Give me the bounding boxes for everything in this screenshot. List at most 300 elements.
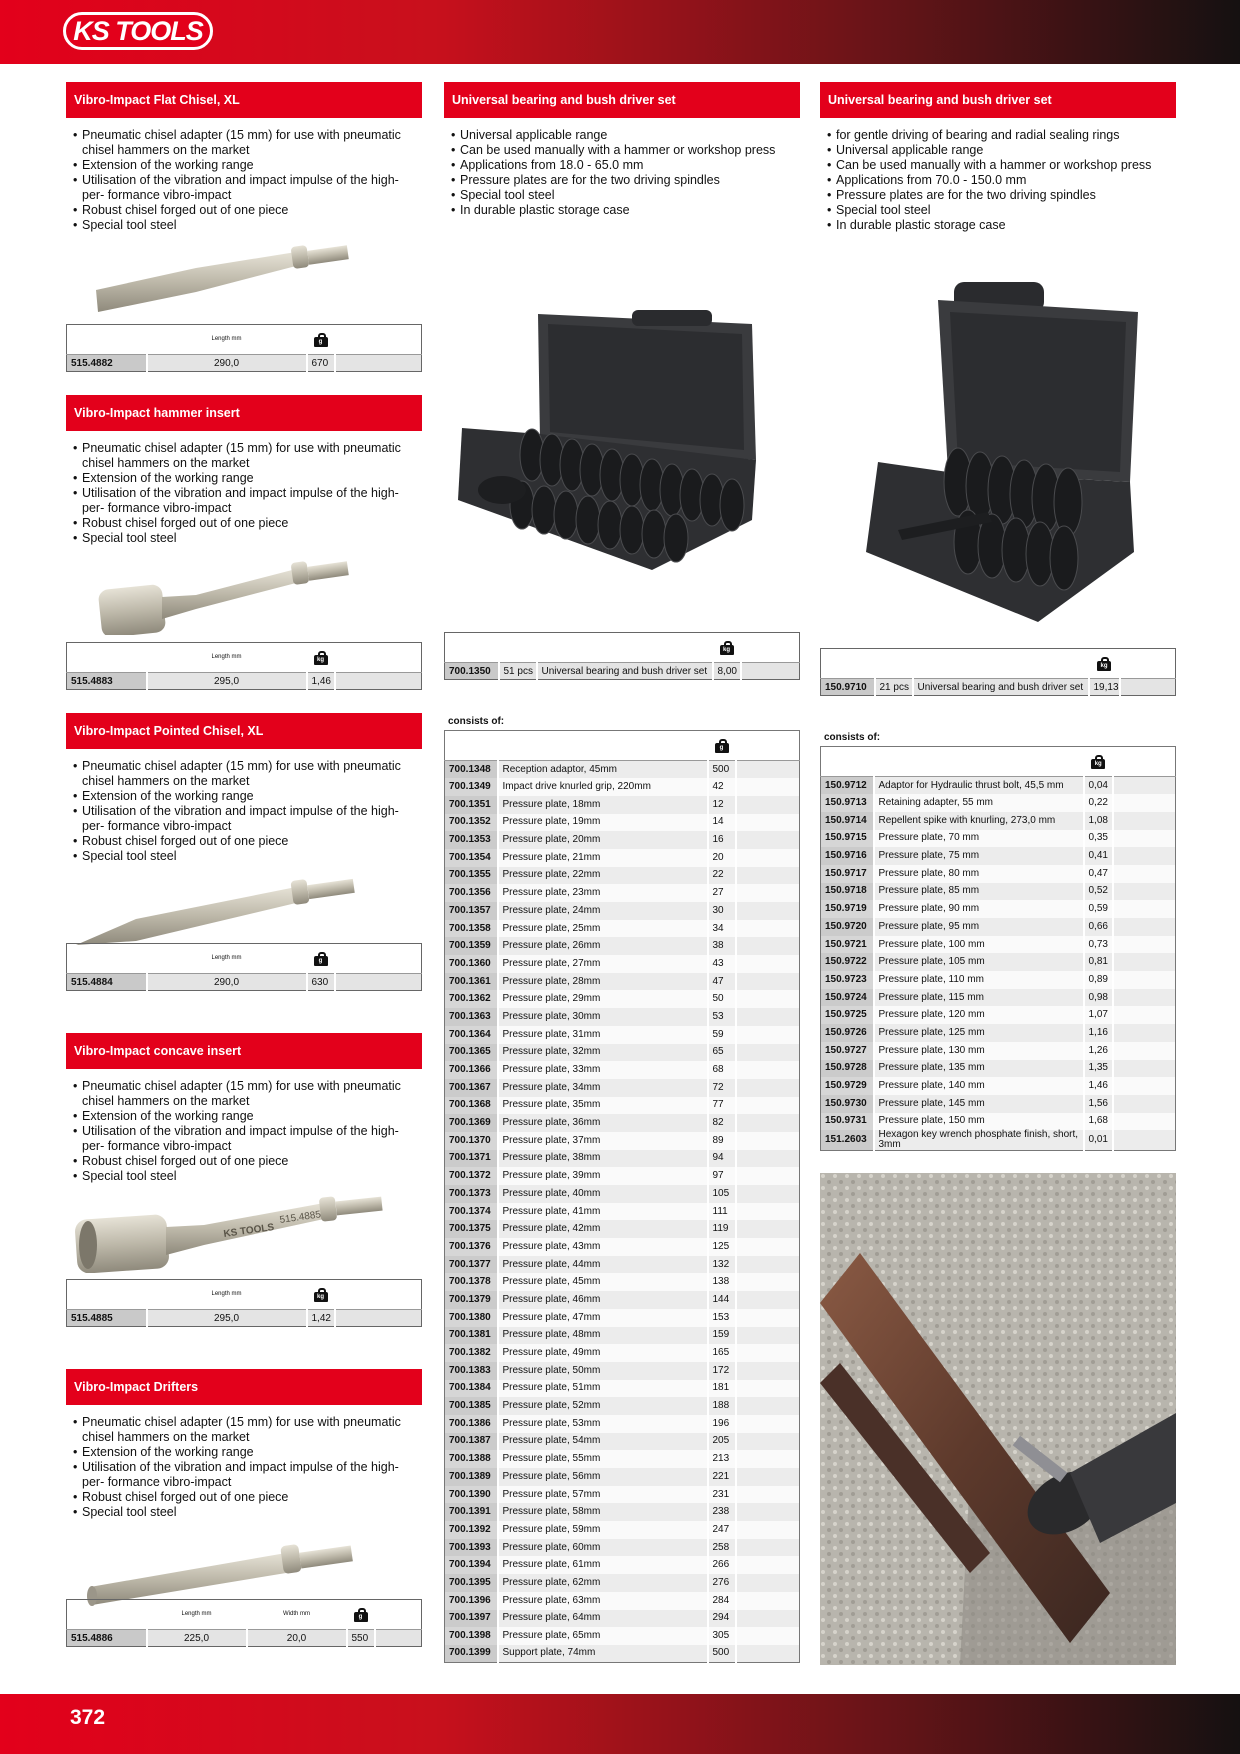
weight-value: 1,42: [307, 1310, 335, 1327]
weight-value: 12: [708, 796, 736, 814]
article-number: 515.4886: [67, 1630, 147, 1647]
empty-cell: [736, 1362, 800, 1380]
feature-item: • Robust chisel forged out of one piece: [72, 1490, 416, 1505]
weight-value: 43: [708, 955, 736, 973]
article-number: 150.9715: [821, 830, 874, 848]
table-row: [821, 812, 1176, 830]
empty-cell: [736, 814, 800, 832]
feature-item: • Robust chisel forged out of one piece: [72, 203, 416, 218]
empty-cell: [1113, 989, 1176, 1007]
table-row: [445, 1114, 800, 1132]
table-row: [445, 1061, 800, 1079]
product-section-concave-insert: [66, 1033, 422, 1324]
table-row: [445, 1556, 800, 1574]
article-number: 700.1382: [445, 1344, 498, 1362]
weight-value: 1,35: [1084, 1060, 1113, 1078]
spec-table: [66, 642, 422, 690]
item-description: Pressure plate, 49mm: [498, 1344, 708, 1362]
article-number: 700.1359: [445, 937, 498, 955]
article-number: 700.1353: [445, 831, 498, 849]
storage-case-image: [858, 282, 1148, 642]
weight-value: 89: [708, 1132, 736, 1150]
empty-cell: [1113, 830, 1176, 848]
weight-value: 1,46: [307, 673, 335, 690]
item-description: Pressure plate, 54mm: [498, 1433, 708, 1451]
empty-cell: [1113, 1077, 1176, 1095]
article-number: 150.9720: [821, 918, 874, 936]
table-row: [821, 900, 1176, 918]
weight-value: 68: [708, 1061, 736, 1079]
feature-item: • Pneumatic chisel adapter (15 mm) for use with pneumatic chisel hammers on the market: [72, 759, 416, 789]
empty-cell: [736, 1185, 800, 1203]
item-description: Pressure plate, 32mm: [498, 1044, 708, 1062]
empty-cell: [736, 1114, 800, 1132]
feature-item: • Extension of the working range: [72, 471, 416, 486]
article-number: 700.1364: [445, 1026, 498, 1044]
feature-list: [66, 1069, 422, 1184]
weight-value: 1,16: [1084, 1024, 1113, 1042]
set-product-table: [444, 632, 800, 680]
article-number: 700.1357: [445, 902, 498, 920]
item-description: Pressure plate, 63mm: [498, 1592, 708, 1610]
empty-cell: [736, 1026, 800, 1044]
empty-cell: [736, 1167, 800, 1185]
weight-value: 205: [708, 1433, 736, 1451]
weight-header: [347, 1600, 375, 1630]
item-description: Pressure plate, 105 mm: [874, 953, 1084, 971]
weight-value: 1,26: [1084, 1042, 1113, 1060]
article-number: 700.1398: [445, 1627, 498, 1645]
article-number: 700.1350: [445, 663, 499, 680]
item-description: Pressure plate, 70 mm: [874, 830, 1084, 848]
table-row: [445, 1150, 800, 1168]
product-section-pointed-chisel: [66, 713, 422, 988]
article-number: 515.4883: [67, 673, 147, 690]
feature-item: • Special tool steel: [72, 218, 416, 233]
piece-count: 51 pcs: [499, 663, 537, 680]
item-description: Pressure plate, 57mm: [498, 1486, 708, 1504]
feature-item: • Robust chisel forged out of one piece: [72, 834, 416, 849]
article-number: 700.1358: [445, 920, 498, 938]
section-title: Universal bearing and bush driver set: [820, 82, 1176, 118]
table-row: [67, 355, 422, 372]
page-number: 372: [70, 1706, 106, 1729]
table-row: [821, 1060, 1176, 1078]
weight-value: 111: [708, 1203, 736, 1221]
table-row: [67, 1630, 422, 1647]
length-header: Length mm: [147, 1280, 307, 1310]
table-row: [445, 1344, 800, 1362]
length-value: 295,0: [147, 673, 307, 690]
weight-value: 1,07: [1084, 1006, 1113, 1024]
article-number: 150.9718: [821, 883, 874, 901]
empty-cell: [736, 955, 800, 973]
item-description: Pressure plate, 29mm: [498, 990, 708, 1008]
table-row: [445, 1309, 800, 1327]
empty-cell: [736, 1556, 800, 1574]
empty-cell: [736, 1503, 800, 1521]
item-description: Hexagon key wrench phosphate finish, short, 3mm: [874, 1130, 1084, 1151]
item-description: Pressure plate, 59mm: [498, 1521, 708, 1539]
table-row: [821, 777, 1176, 795]
article-number: 700.1383: [445, 1362, 498, 1380]
table-row: [821, 1113, 1176, 1131]
weight-value: 276: [708, 1574, 736, 1592]
empty-cell: [736, 1238, 800, 1256]
article-number: 700.1365: [445, 1044, 498, 1062]
table-row: [445, 920, 800, 938]
article-number: 700.1367: [445, 1079, 498, 1097]
section-title: Vibro-Impact Drifters: [66, 1369, 422, 1405]
weight-value: 500: [708, 761, 736, 779]
table-row: [445, 796, 800, 814]
item-description: Pressure plate, 20mm: [498, 831, 708, 849]
article-number: 150.9713: [821, 794, 874, 812]
table-row: [821, 847, 1176, 865]
item-description: Pressure plate, 55mm: [498, 1450, 708, 1468]
article-number: 150.9714: [821, 812, 874, 830]
table-row: [445, 1468, 800, 1486]
empty-cell: [736, 1273, 800, 1291]
weight-value: 550: [347, 1630, 375, 1647]
table-row: [821, 883, 1176, 901]
empty-cell: [736, 778, 800, 796]
empty-cell: [1113, 1042, 1176, 1060]
feature-item: • In durable plastic storage case: [450, 203, 794, 218]
feature-list: [66, 431, 422, 546]
weight-value: 22: [708, 867, 736, 885]
article-number: 150.9730: [821, 1095, 874, 1113]
item-description: Pressure plate, 95 mm: [874, 918, 1084, 936]
length-value: 290,0: [147, 355, 307, 372]
weight-value: 630: [307, 974, 335, 991]
section-title: Universal bearing and bush driver set: [444, 82, 800, 118]
empty-cell: [736, 1450, 800, 1468]
table-row: [821, 1042, 1176, 1060]
drifter-image: [86, 1519, 406, 1609]
weight-value: 0,04: [1084, 777, 1113, 795]
item-description: Pressure plate, 110 mm: [874, 971, 1084, 989]
article-number: 700.1390: [445, 1486, 498, 1504]
article-number: 700.1369: [445, 1114, 498, 1132]
empty-cell: [736, 831, 800, 849]
feature-item: • Can be used manually with a hammer or workshop press: [826, 158, 1170, 173]
empty-cell: [1113, 812, 1176, 830]
article-number: 700.1381: [445, 1327, 498, 1345]
article-number: 150.9726: [821, 1024, 874, 1042]
empty-cell: [736, 937, 800, 955]
empty-cell: [1113, 777, 1176, 795]
feature-item: • Pneumatic chisel adapter (15 mm) for use with pneumatic chisel hammers on the market: [72, 1079, 416, 1109]
item-description: Support plate, 74mm: [498, 1645, 708, 1663]
table-row: [821, 971, 1176, 989]
table-row: [821, 1130, 1176, 1151]
item-description: Repellent spike with knurling, 273,0 mm: [874, 812, 1084, 830]
table-row: [821, 1006, 1176, 1024]
item-description: Pressure plate, 150 mm: [874, 1113, 1084, 1131]
weight-value: 53: [708, 1008, 736, 1026]
item-description: Pressure plate, 44mm: [498, 1256, 708, 1274]
weight-value: 258: [708, 1539, 736, 1557]
article-number: 150.9731: [821, 1113, 874, 1131]
table-row: [445, 1627, 800, 1645]
item-description: Pressure plate, 41mm: [498, 1203, 708, 1221]
weight-value: 0,52: [1084, 883, 1113, 901]
article-number: 700.1352: [445, 814, 498, 832]
table-row: [445, 1079, 800, 1097]
item-description: Pressure plate, 45mm: [498, 1273, 708, 1291]
weight-header: [1084, 747, 1113, 777]
article-number: 150.9716: [821, 847, 874, 865]
length-header: Length mm: [147, 1600, 247, 1630]
article-number: 151.2603: [821, 1130, 874, 1151]
concave-insert-image: [74, 1183, 404, 1273]
empty-cell: [736, 1008, 800, 1026]
item-description: Pressure plate, 18mm: [498, 796, 708, 814]
article-number: 150.9719: [821, 900, 874, 918]
table-row: [445, 1362, 800, 1380]
feature-item: • Utilisation of the vibration and impact impulse of the high-per- formance vibro-impact: [72, 486, 416, 516]
article-number: 150.9729: [821, 1077, 874, 1095]
item-description: Pressure plate, 80 mm: [874, 865, 1084, 883]
table-row: [445, 1203, 800, 1221]
empty-cell: [1113, 936, 1176, 954]
weight-value: 132: [708, 1256, 736, 1274]
tool-marking-logo: KS TOOLS: [222, 1221, 275, 1240]
feature-item: • Robust chisel forged out of one piece: [72, 1154, 416, 1169]
article-number: 700.1384: [445, 1380, 498, 1398]
weight-value: 50: [708, 990, 736, 1008]
article-number: 700.1392: [445, 1521, 498, 1539]
article-number: 150.9728: [821, 1060, 874, 1078]
item-description: Impact drive knurled grip, 220mm: [498, 778, 708, 796]
weight-value: 213: [708, 1450, 736, 1468]
weight-value: 159: [708, 1327, 736, 1345]
article-number: 150.9717: [821, 865, 874, 883]
empty-cell: [1113, 953, 1176, 971]
empty-cell: [736, 1150, 800, 1168]
item-description: Pressure plate, 42mm: [498, 1220, 708, 1238]
article-number: 700.1378: [445, 1273, 498, 1291]
empty-cell: [1113, 1095, 1176, 1113]
empty-cell: [1113, 794, 1176, 812]
empty-cell: [736, 1415, 800, 1433]
empty-cell: [736, 1592, 800, 1610]
feature-item: • Applications from 70.0 - 150.0 mm: [826, 173, 1170, 188]
consists-of-label: consists of:: [448, 716, 505, 727]
item-description: Pressure plate, 26mm: [498, 937, 708, 955]
table-row: [445, 1450, 800, 1468]
weight-value: 14: [708, 814, 736, 832]
length-header: Length mm: [147, 944, 307, 974]
table-row: [821, 1077, 1176, 1095]
item-description: Pressure plate, 56mm: [498, 1468, 708, 1486]
table-row: [445, 1592, 800, 1610]
article-number: 150.9712: [821, 777, 874, 795]
item-description: Pressure plate, 130 mm: [874, 1042, 1084, 1060]
table-row: [445, 1521, 800, 1539]
table-row: [445, 1273, 800, 1291]
item-description: Pressure plate, 125 mm: [874, 1024, 1084, 1042]
table-row: [821, 679, 1176, 696]
weight-value: 0,73: [1084, 936, 1113, 954]
empty-cell: [736, 1397, 800, 1415]
article-number: 700.1377: [445, 1256, 498, 1274]
feature-item: • Special tool steel: [72, 1169, 416, 1184]
weight-value: 305: [708, 1627, 736, 1645]
weight-g-icon: g: [715, 739, 729, 753]
item-description: Pressure plate, 33mm: [498, 1061, 708, 1079]
storage-case-image: [452, 310, 792, 580]
feature-item: • Extension of the working range: [72, 1109, 416, 1124]
weight-header: [307, 325, 335, 355]
item-description: Pressure plate, 36mm: [498, 1114, 708, 1132]
empty-cell: [736, 1061, 800, 1079]
empty-cell: [736, 849, 800, 867]
article-number: 700.1380: [445, 1309, 498, 1327]
article-number: 700.1362: [445, 990, 498, 1008]
weight-header: [713, 633, 741, 663]
item-description: Pressure plate, 31mm: [498, 1026, 708, 1044]
empty-cell: [1113, 918, 1176, 936]
weight-header: [1089, 649, 1120, 679]
weight-value: 20: [708, 849, 736, 867]
components-table: [444, 730, 800, 1663]
table-row: [445, 1397, 800, 1415]
table-row: [445, 867, 800, 885]
weight-value: 238: [708, 1503, 736, 1521]
table-row: [445, 814, 800, 832]
section-title: Vibro-Impact concave insert: [66, 1033, 422, 1069]
item-description: Pressure plate, 85 mm: [874, 883, 1084, 901]
table-row: [821, 953, 1176, 971]
product-section-bearing-set-small: [444, 82, 800, 218]
article-number: 700.1349: [445, 778, 498, 796]
table-row: [445, 1486, 800, 1504]
empty-cell: [736, 1539, 800, 1557]
feature-item: • Utilisation of the vibration and impact impulse of the high-per- formance vibro-impact: [72, 1460, 416, 1490]
feature-item: • Extension of the working range: [72, 1445, 416, 1460]
item-description: Pressure plate, 34mm: [498, 1079, 708, 1097]
weight-header: [708, 731, 736, 761]
article-number: 700.1399: [445, 1645, 498, 1663]
hammer-insert-image: [96, 545, 396, 635]
feature-item: • Pressure plates are for the two driving spindles: [826, 188, 1170, 203]
product-section-bearing-set-large: [820, 82, 1176, 233]
table-row: [445, 937, 800, 955]
article-number: 150.9722: [821, 953, 874, 971]
empty-cell: [1113, 1130, 1176, 1151]
empty-cell: [1113, 1113, 1176, 1131]
table-row: [445, 1327, 800, 1345]
item-description: Adaptor for Hydraulic thrust bolt, 45,5 mm: [874, 777, 1084, 795]
empty-cell: [1113, 971, 1176, 989]
article-number: 700.1355: [445, 867, 498, 885]
feature-list: [66, 118, 422, 233]
table-row: [445, 1008, 800, 1026]
feature-list: [444, 118, 800, 218]
weight-value: 16: [708, 831, 736, 849]
item-description: Pressure plate, 21mm: [498, 849, 708, 867]
table-row: [67, 1310, 422, 1327]
table-row: [445, 1167, 800, 1185]
table-row: [445, 1238, 800, 1256]
item-description: Pressure plate, 58mm: [498, 1503, 708, 1521]
section-title: Vibro-Impact Flat Chisel, XL: [66, 82, 422, 118]
weight-header: [307, 944, 335, 974]
table-row: [67, 673, 422, 690]
article-number: 515.4885: [67, 1310, 147, 1327]
weight-value: 47: [708, 973, 736, 991]
weight-value: 0,98: [1084, 989, 1113, 1007]
table-row: [445, 884, 800, 902]
article-number: 700.1371: [445, 1150, 498, 1168]
empty-cell: [736, 1486, 800, 1504]
table-row: [445, 778, 800, 796]
weight-kg-icon: kg: [720, 641, 734, 655]
article-number: 700.1386: [445, 1415, 498, 1433]
feature-item: • Utilisation of the vibration and impact impulse of the high-per- formance vibro-impact: [72, 1124, 416, 1154]
feature-item: • Utilisation of the vibration and impact impulse of the high-per- formance vibro-impact: [72, 804, 416, 834]
weight-value: 266: [708, 1556, 736, 1574]
item-description: Pressure plate, 40mm: [498, 1185, 708, 1203]
article-number: 150.9723: [821, 971, 874, 989]
article-number: 700.1356: [445, 884, 498, 902]
empty-cell: [736, 1256, 800, 1274]
weight-value: 0,81: [1084, 953, 1113, 971]
weight-value: 65: [708, 1044, 736, 1062]
article-number: 150.9725: [821, 1006, 874, 1024]
empty-cell: [736, 1203, 800, 1221]
feature-item: • Special tool steel: [826, 203, 1170, 218]
table-row: [821, 865, 1176, 883]
weight-kg-icon: kg: [314, 651, 328, 665]
item-description: Pressure plate, 23mm: [498, 884, 708, 902]
weight-value: 153: [708, 1309, 736, 1327]
empty-cell: [736, 1627, 800, 1645]
feature-item: • In durable plastic storage case: [826, 218, 1170, 233]
table-row: [445, 902, 800, 920]
item-description: Reception adaptor, 45mm: [498, 761, 708, 779]
weight-g-icon: g: [354, 1608, 368, 1622]
spec-table: [66, 324, 422, 372]
article-number: 700.1385: [445, 1397, 498, 1415]
table-row: [445, 1220, 800, 1238]
feature-list: [820, 118, 1176, 233]
empty-cell: [736, 1327, 800, 1345]
empty-cell: [1113, 1024, 1176, 1042]
item-description: Pressure plate, 100 mm: [874, 936, 1084, 954]
article-number: 515.4882: [67, 355, 147, 372]
item-description: Pressure plate, 50mm: [498, 1362, 708, 1380]
table-row: [445, 831, 800, 849]
table-row: [445, 1185, 800, 1203]
item-description: Pressure plate, 52mm: [498, 1397, 708, 1415]
empty-cell: [1113, 865, 1176, 883]
table-row: [821, 918, 1176, 936]
article-number: 150.9727: [821, 1042, 874, 1060]
table-row: [445, 1433, 800, 1451]
feature-list: [66, 749, 422, 864]
set-product-table: [820, 648, 1176, 696]
table-row: [445, 1503, 800, 1521]
article-number: 700.1368: [445, 1097, 498, 1115]
length-value: 225,0: [147, 1630, 247, 1647]
weight-value: 0,59: [1084, 900, 1113, 918]
weight-value: 1,08: [1084, 812, 1113, 830]
ks-tools-logo: KS TOOLS: [63, 12, 213, 50]
spec-table: [66, 1599, 422, 1647]
